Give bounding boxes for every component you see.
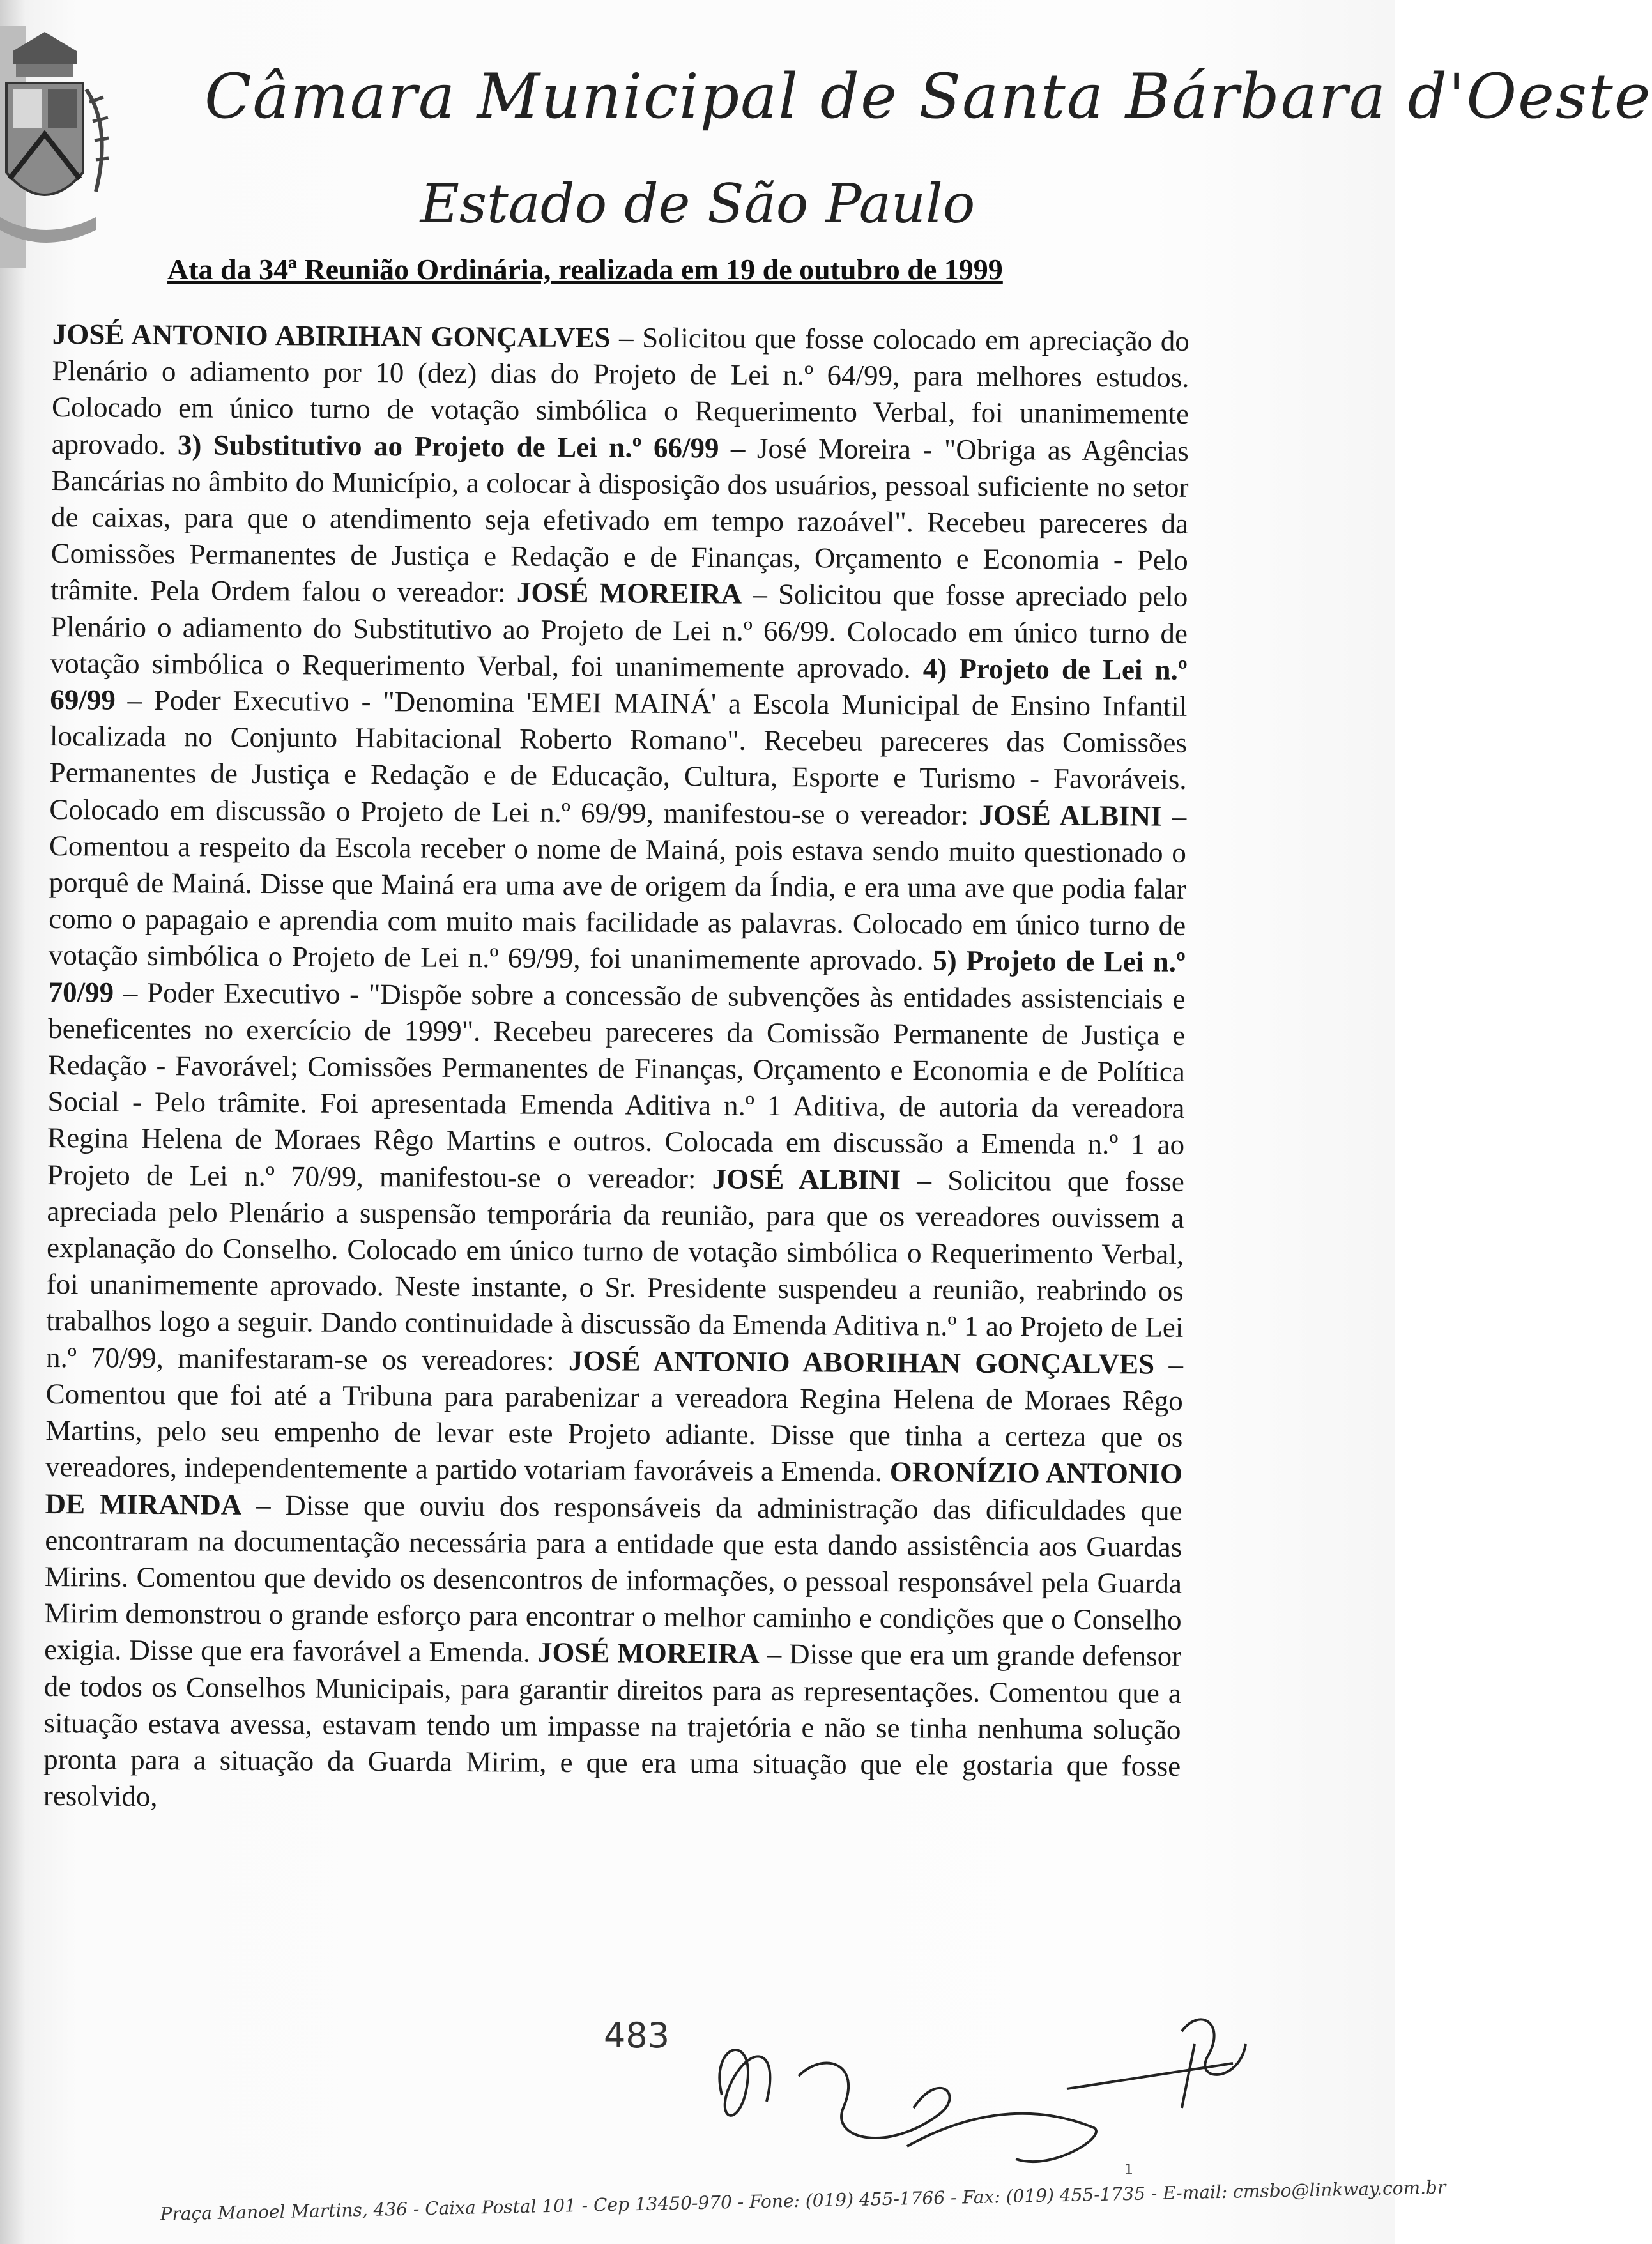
letterhead-subtitle: Estado de São Paulo <box>420 172 975 235</box>
bold-heading: JOSÉ ANTONIO ABIRIHAN GONÇALVES <box>52 317 611 354</box>
body-segment: – Poder Executivo - "Dispõe sobre a concessão de subvenções às entidades assistenciais e beneficentes no exercício de 1999". Recebeu pareceres da Comissão Permanente de Justiça e Redação - Favorável; Comissões Permanentes de Finanças, Orçamento e Economia e de Política Social - Pelo trâmite. Foi apresentada Emenda Aditiva n.º 1 Aditiva, de autoria da vereadora Regina Helena de Moraes Rêgo Martins e outros. Colocada em discussão a Emenda n.º 1 ao Projeto de Lei n.º 70/99, manifestou-se o vereador: <box>47 976 1186 1195</box>
bold-heading: JOSÉ ALBINI <box>979 798 1162 832</box>
body-segment: – Comentou que foi até a Tribuna para parabenizar a vereadora Regina Helena de Moraes Rêgo Martins, pelo seu empenho de levar este Projeto adiante. Disse que tinha a certeza que os vereadores, independentemente a partido votariam favoráveis a Emenda. <box>45 1348 1184 1488</box>
corner-mark: 1 <box>1124 2162 1133 2178</box>
bold-heading: JOSÉ ALBINI <box>712 1163 901 1196</box>
page-number: 483 <box>604 2015 670 2056</box>
bold-heading: ORONÍZIO ANTONIO DE MIRANDA <box>45 1456 1183 1521</box>
signature-marks <box>696 2006 1271 2197</box>
body-segment: – Disse que era um grande defensor de todos os Conselhos Municipais, para garantir direitos para as representações. Comentou que a situação estava avessa, estavam tendo um impasse na trajetória e não se tinha nenhuma solução pronta para a situação da Guarda Mirim, e que era uma situação que ele gostaria que fosse resolvido, <box>43 1638 1182 1813</box>
bold-heading: 3) Substitutivo ao Projeto de Lei n.º 66/99 <box>177 428 719 464</box>
letterhead-title: Câmara Municipal de Santa Bárbara d'Oeste <box>204 61 1652 132</box>
footer-contact: Praça Manoel Martins, 436 - Caixa Postal 101 - Cep 13450-970 - Fone: (019) 455-1766 - Fax: (019) 455-1735 - E-mail: cmsbo@linkway.com.br <box>160 2176 1446 2225</box>
body-segment: – Solicitou que fosse apreciada pelo Plenário a suspensão temporária da reunião, para que os vereadores ouvissem a explanação do Conselho. Colocado em único turno de votação simbólica o Requerimento Verbal, foi unanimemente aprovado. Neste instante, o Sr. Presidente suspendeu a reunião, reabrindo os trabalhos logo a seguir. Dando continuidade à discussão da Emenda Aditiva n.º 1 ao Projeto de Lei n.º 70/99, manifestaram-se os vereadores: <box>45 1163 1184 1377</box>
minutes-body <box>42 316 1189 2016</box>
body-segment: – Poder Executivo - "Denomina 'EMEI MAINÁ' a Escola Municipal de Ensino Infantil localizada no Conjunto Habitacional Roberto Romano". Recebeu pareceres das Comissões Permanentes de Justiça e Redação e de Educação, Cultura, Esporte e Turismo - Favoráveis. Colocado em discussão o Projeto de Lei n.º 69/99, manifestou-se o vereador: <box>49 683 1188 831</box>
bold-heading: JOSÉ ANTONIO ABORIHAN GONÇALVES <box>568 1344 1155 1380</box>
body-segment: – Solicitou que fosse colocado em apreciação do Plenário o adiamento por 10 (dez) dias do Projeto de Lei n.º 64/99, para melhores estudos. Colocado em único turno de votação simbólica o Requerimento Verbal, foi unanimemente aprovado. <box>51 321 1189 461</box>
body-segment: – Disse que ouviu dos responsáveis da administração das dificuldades que encontraram na documentação necessária para a entidade que esta dando assistência aos Guardas Mirins. Comentou que devido os desencontros de informações, o pessoal responsável pela Guarda Mirim demonstrou o grande esforço para encontrar o melhor caminho e condições que o Conselho exigia. Disse que era favorável a Emenda. <box>44 1488 1182 1668</box>
minutes-title: Ata da 34ª Reunião Ordinária, realizada em 19 de outubro de 1999 <box>167 253 1003 286</box>
body-segment: – Solicitou que fosse apreciado pelo Plenário o adiamento do Substitutivo ao Projeto de Lei n.º 66/99. Colocado em único turno de votação simbólica o Requerimento Verbal, foi unanimemente aprovado. <box>50 578 1188 685</box>
body-segment: – Comentou a respeito da Escola receber o nome de Mainá, pois estava sendo muito questionado o porquê de Mainá. Disse que Mainá era uma ave de origem da Índia, e era uma ave que podia falar como o papagaio e aprendia com muito mais facilidade as palavras. Colocado em único turno de votação simbólica o Projeto de Lei n.º 69/99, foi unanimemente aprovado. <box>48 800 1187 977</box>
body-segment: – José Moreira - "Obriga as Agências Bancárias no âmbito do Município, a colocar à disposição dos usuários, pessoal suficiente no setor de caixas, para que o atendimento seja efetivado em tempo razoável". Recebeu pareceres da Comissões Permanentes de Justiça e Redação e de Finanças, Orçamento e Economia - Pelo trâmite. Pela Ordem falou o vereador: <box>50 431 1189 609</box>
bold-heading: 5) Projeto de Lei n.º 70/99 <box>48 944 1186 1009</box>
bold-heading: JOSÉ MOREIRA <box>537 1636 760 1670</box>
bold-heading: 4) Projeto de Lei n.º 69/99 <box>50 652 1188 716</box>
bold-heading: JOSÉ MOREIRA <box>516 576 742 611</box>
